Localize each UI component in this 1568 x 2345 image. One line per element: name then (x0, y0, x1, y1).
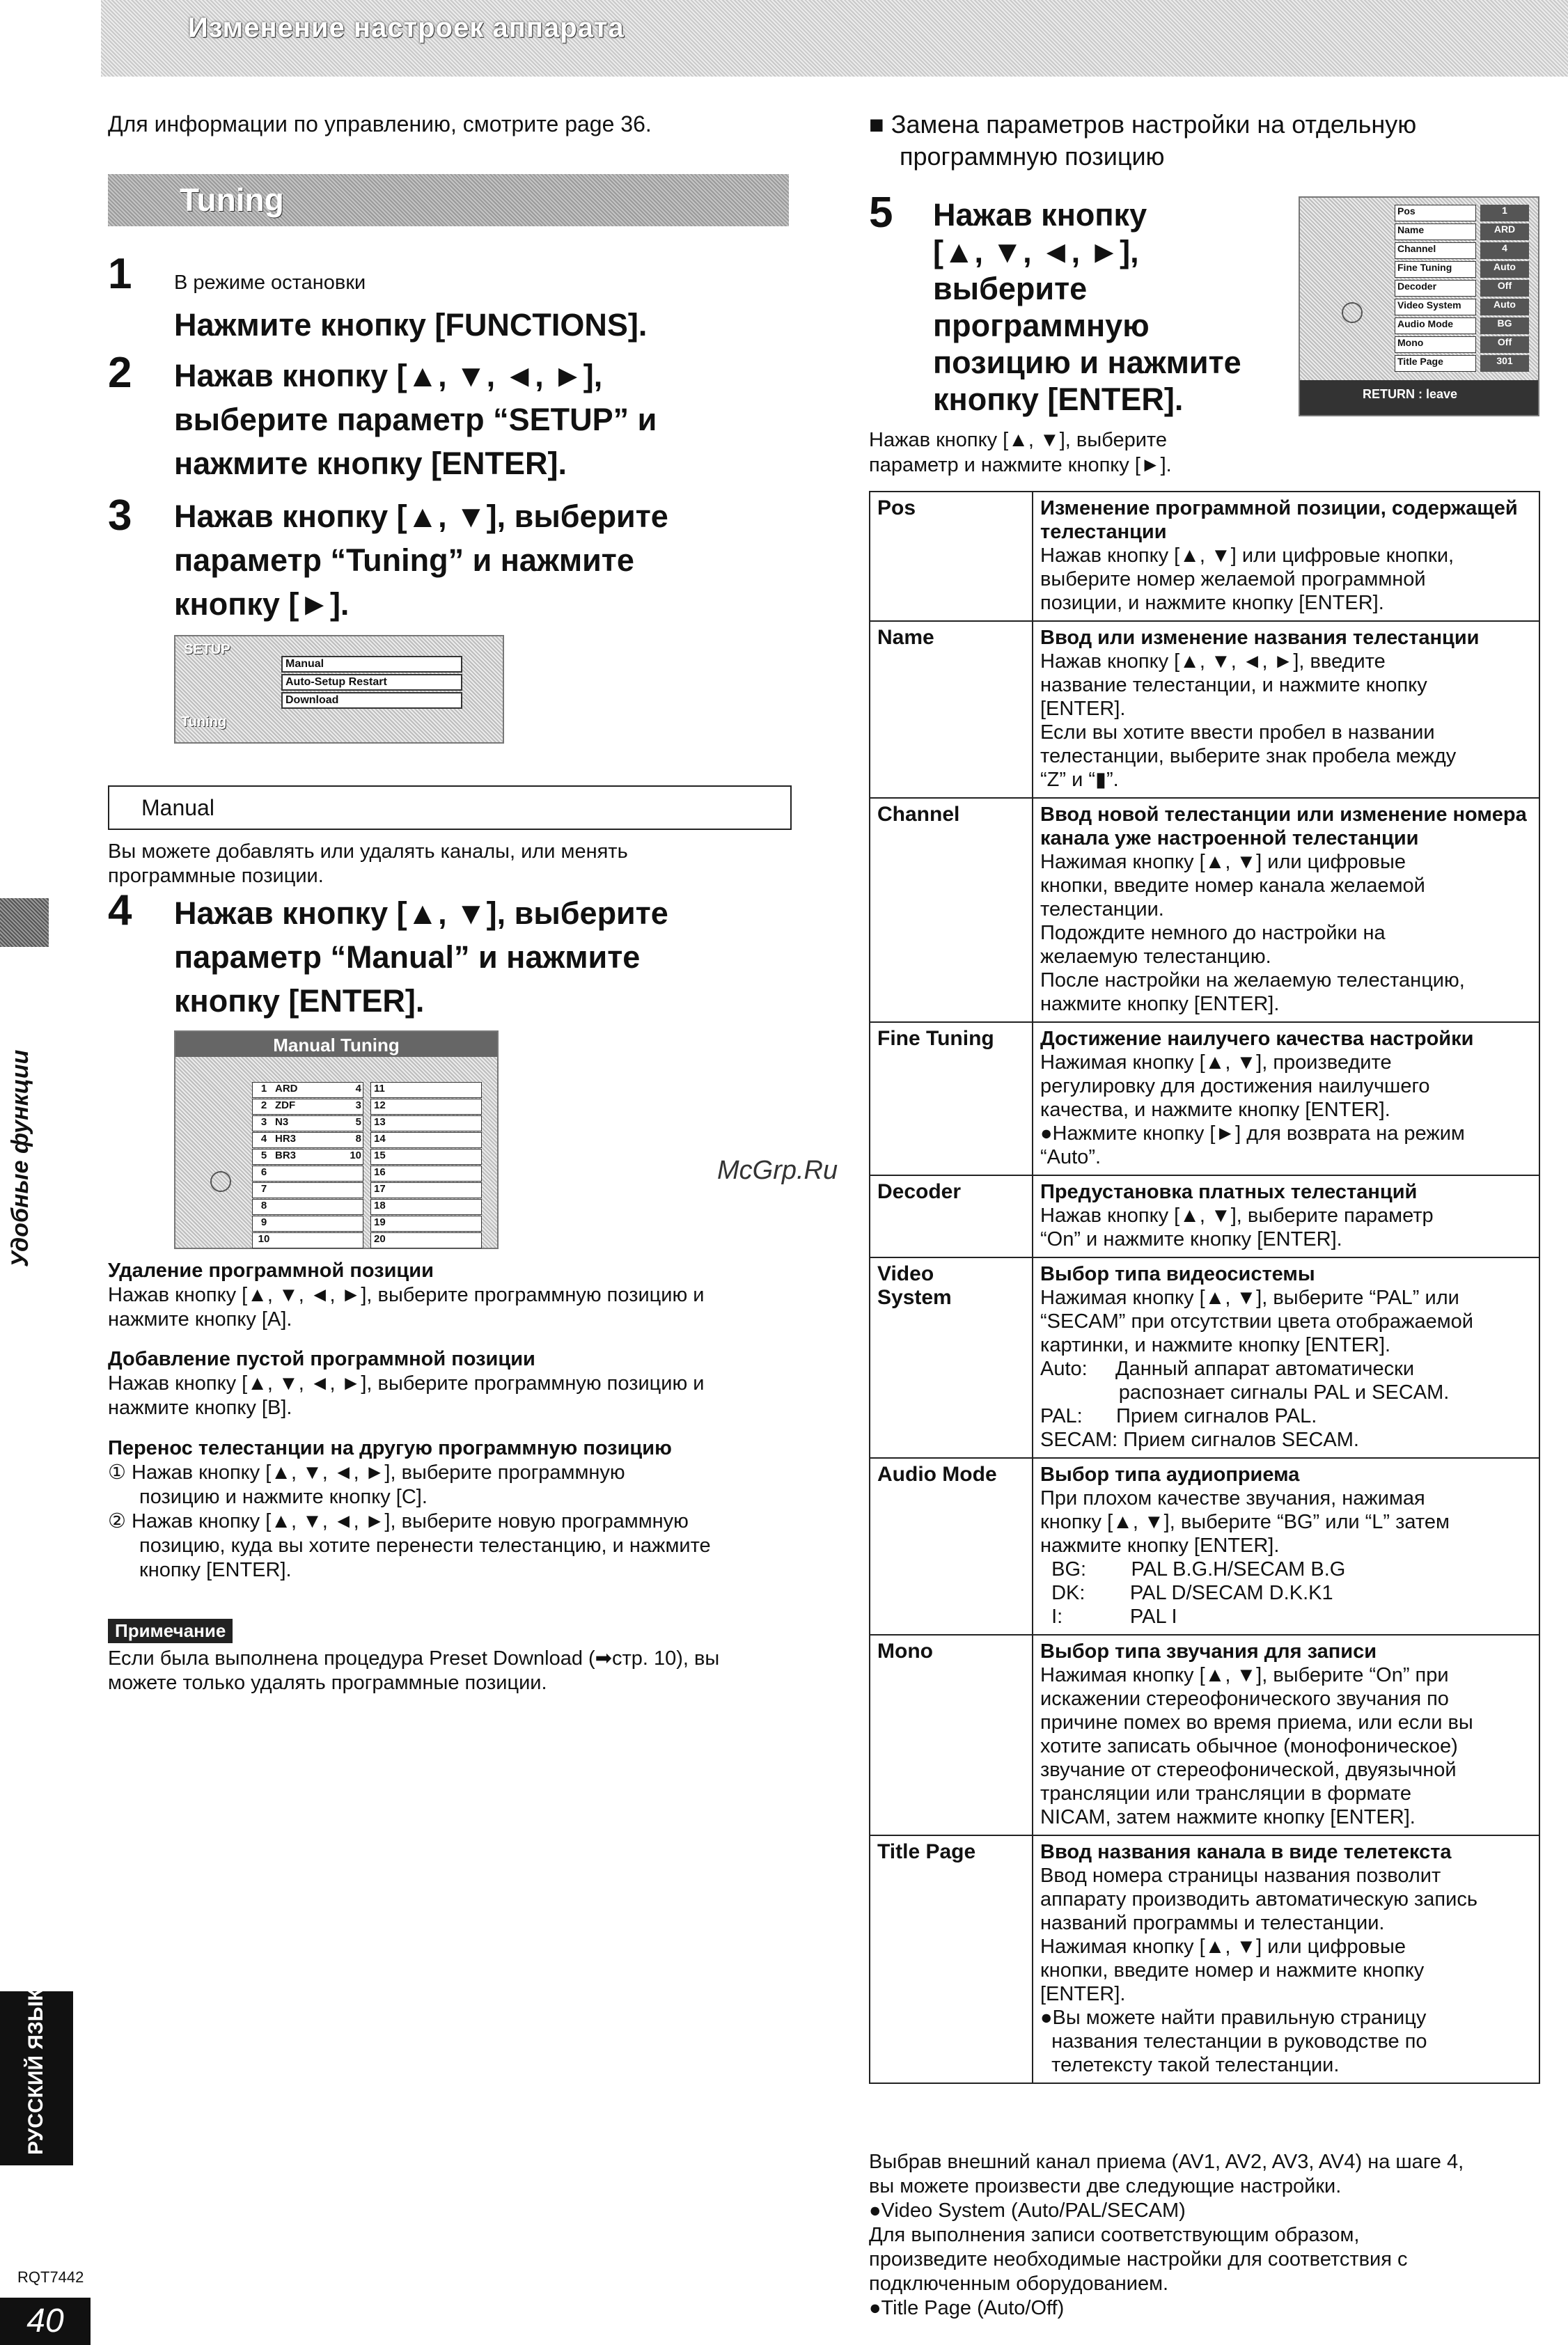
param-line: кнопки, введите номер и нажмите кнопку (1040, 1959, 1425, 1982)
param-line: Нажимая кнопку [▲, ▼] или цифровые (1040, 1936, 1406, 1958)
param-line: Ввод номера страницы названия позволит (1040, 1865, 1441, 1887)
manual-tuning-left-list (252, 1082, 363, 1249)
item-setup-row (1395, 299, 1531, 315)
param-name: Mono (870, 1635, 1033, 1835)
language-label: РУССКИЙ ЯЗЫК (24, 1988, 47, 2155)
row-number: 7 (260, 1183, 267, 1195)
param-line: Auto: Данный аппарат автоматически (1040, 1358, 1415, 1380)
param-line: названий программы и телестанции. (1040, 1912, 1385, 1934)
move-item-2: ② Нажав кнопку [▲, ▼, ◄, ►], выберите новую программную позицию, куда вы хотите перенести телестанцию, и нажмите кнопку [ENTER]. (108, 1510, 711, 1581)
param-line: PAL: Прием сигналов PAL. (1040, 1405, 1317, 1427)
row-number: 3 (260, 1116, 267, 1128)
setup-menu-manual: Manual (281, 656, 462, 673)
param-title: Предустановка платных телестанций (1040, 1181, 1418, 1203)
table-row (870, 1458, 1539, 1635)
param-line: звучание от стереофонической, двуязычной (1040, 1759, 1457, 1781)
manual-tuning-row: 16 (370, 1166, 482, 1182)
row-station: ARD (275, 1083, 298, 1095)
setup-menu-auto-setup: Auto-Setup Restart (281, 674, 462, 691)
step-2-number: 2 (108, 349, 132, 397)
table-row (870, 492, 1539, 621)
param-line: Нажимая кнопку [▲, ▼], выберите “PAL” или (1040, 1287, 1459, 1309)
manual-tuning-row: 13 (370, 1115, 482, 1131)
table-row (870, 1257, 1539, 1458)
item-value: 301 (1480, 355, 1529, 372)
sidebar-label: Удобные функции (7, 1049, 33, 1267)
row-channel: 4 (355, 1083, 361, 1095)
item-setup-row (1395, 317, 1531, 334)
add-title: Добавление пустой программной позиции (108, 1348, 535, 1370)
row-channel (342, 1183, 361, 1198)
step-5-text: Нажав кнопку [▲, ▼, ◄, ►], выберите программную позицию и нажмите кнопку [ENTER]. (933, 197, 1241, 417)
manual-tuning-row (252, 1199, 363, 1215)
tuning-section-title: Tuning (180, 182, 284, 218)
param-title: Выбор типа аудиоприема (1040, 1464, 1300, 1486)
item-setup-row (1395, 336, 1531, 353)
manual-description: Вы можете добавлять или удалять каналы, или менять программные позиции. (108, 840, 628, 887)
note-label: Примечание (108, 1619, 233, 1643)
param-name: Decoder (870, 1175, 1033, 1257)
step-3-number: 3 (108, 492, 132, 540)
param-description (1033, 1835, 1539, 2083)
item-setup-screen (1299, 196, 1539, 416)
manual-tuning-row (252, 1232, 363, 1248)
item-setup-row (1395, 261, 1531, 278)
param-line: “Auto”. (1040, 1146, 1101, 1168)
param-title: Выбор типа видеосистемы (1040, 1263, 1315, 1285)
item-value: 1 (1480, 205, 1529, 221)
manual-tuning-row: 12 (370, 1099, 482, 1115)
param-title: Ввод новой телестанции или изменение номера канала уже настроенной телестанции (1040, 803, 1527, 849)
table-row (870, 1635, 1539, 1835)
table-row (870, 621, 1539, 798)
param-name: Audio Mode (870, 1458, 1033, 1635)
param-line: позиции, и нажмите кнопку [ENTER]. (1040, 592, 1384, 614)
nav-ring-icon (210, 1171, 231, 1192)
param-name: Channel (870, 798, 1033, 1022)
param-line: качества, и нажмите кнопку [ENTER]. (1040, 1099, 1390, 1121)
table-row (870, 1175, 1539, 1257)
param-line: BG: PAL B.G.H/SECAM B.G (1040, 1558, 1346, 1581)
table-row (870, 1022, 1539, 1175)
param-name: Fine Tuning (870, 1022, 1033, 1175)
param-line: NICAM, затем нажмите кнопку [ENTER]. (1040, 1806, 1416, 1828)
param-line: картинки, и нажмите кнопку [ENTER]. (1040, 1334, 1391, 1356)
item-key: Name (1395, 223, 1476, 240)
item-setup-row (1395, 223, 1531, 240)
item-setup-row (1395, 280, 1531, 297)
param-line: Если вы хотите ввести пробел в названии (1040, 721, 1435, 744)
param-line: названия телестанции в руководстве по (1040, 2030, 1427, 2053)
param-line: название телестанции, и нажмите кнопку (1040, 674, 1427, 696)
param-line: кнопку [▲, ▼], выберите “BG” или “L” затем (1040, 1511, 1450, 1533)
item-value: Off (1480, 336, 1529, 353)
item-value: Off (1480, 280, 1529, 297)
param-line: Нажав кнопку [▲, ▼] или цифровые кнопки, (1040, 544, 1455, 567)
row-station: ZDF (275, 1099, 296, 1111)
setup-screen-footer: Tuning (181, 714, 227, 730)
row-station (275, 1200, 342, 1214)
param-name: Title Page (870, 1835, 1033, 2083)
row-channel: 8 (355, 1133, 361, 1145)
param-line: выберите номер желаемой программной (1040, 568, 1426, 590)
manual-tuning-row: 11 (370, 1082, 482, 1098)
setup-menu-download: Download (281, 692, 462, 709)
intro-text: Для информации по управлению, смотрите page 36. (108, 111, 652, 136)
row-station (275, 1233, 342, 1248)
row-number: 2 (260, 1099, 267, 1111)
manual-tuning-row: 20 (370, 1232, 482, 1248)
step-5-sub: Нажав кнопку [▲, ▼], выберите параметр и нажмите кнопку [►]. (869, 429, 1172, 476)
param-line: SECAM: Прием сигналов SECAM. (1040, 1429, 1359, 1451)
item-key: Audio Mode (1395, 317, 1476, 334)
param-line: I: PAL I (1040, 1606, 1177, 1628)
param-line: После настройки на желаемую телестанцию, (1040, 969, 1465, 991)
row-number: 5 (260, 1150, 267, 1161)
param-description (1033, 798, 1539, 1022)
delete-text: Нажав кнопку [▲, ▼, ◄, ►], выберите программную позицию и нажмите кнопку [A]. (108, 1284, 705, 1331)
param-description (1033, 621, 1539, 798)
manual-tuning-right-list (370, 1082, 482, 1249)
manual-tuning-row (252, 1149, 363, 1165)
manual-tuning-row (252, 1182, 363, 1198)
param-description (1033, 1175, 1539, 1257)
row-number: 1 (260, 1083, 267, 1095)
parameters-table (869, 491, 1540, 2084)
param-name: Video System (870, 1257, 1033, 1458)
manual-tuning-row: 14 (370, 1132, 482, 1148)
sidebar-tab (0, 898, 49, 947)
param-title: Ввод или изменение названия телестанции (1040, 627, 1480, 649)
param-line: телестанции, выберите знак пробела между (1040, 745, 1457, 767)
param-line: Нажав кнопку [▲, ▼, ◄, ►], введите (1040, 650, 1386, 673)
param-line: [ENTER]. (1040, 1983, 1126, 2005)
param-line: “SECAM” при отсутствии цвета отображаемой (1040, 1310, 1473, 1333)
item-key: Pos (1395, 205, 1476, 221)
row-channel (342, 1166, 361, 1181)
item-key: Mono (1395, 336, 1476, 353)
item-value: Auto (1480, 261, 1529, 278)
step-4-text: Нажав кнопку [▲, ▼], выберите параметр “Manual” и нажмите кнопку [ENTER]. (174, 895, 668, 1019)
param-line: ●Вы можете найти правильную страницу (1040, 2007, 1427, 2029)
step-1-text: Нажмите кнопку [FUNCTIONS]. (174, 307, 648, 343)
setup-screen-label: SETUP (184, 642, 230, 657)
row-station: HR3 (275, 1133, 297, 1145)
param-line: [ENTER]. (1040, 698, 1126, 720)
param-line: распознает сигналы PAL и SECAM. (1040, 1381, 1450, 1404)
item-value: ARD (1480, 223, 1529, 240)
param-line: Нажимая кнопку [▲, ▼], произведите (1040, 1051, 1392, 1074)
item-setup-row (1395, 205, 1531, 221)
watermark: McGrp.Ru (717, 1156, 838, 1185)
right-footer-text: Выбрав внешний канал приема (AV1, AV2, AV3, AV4) на шаге 4, вы можете произвести две следующие настройки. ●Video System (Auto/PAL/SECAM) Для выполнения записи соответствующим образом, произведите необходимые настройки для соответствия с подключенным оборудованием. ●Title Page (Auto/Off) (869, 2151, 1464, 2319)
param-description (1033, 1022, 1539, 1175)
add-text: Нажав кнопку [▲, ▼, ◄, ►], выберите программную позицию и нажмите кнопку [B]. (108, 1372, 705, 1419)
row-number: 4 (260, 1133, 267, 1145)
item-value: BG (1480, 317, 1529, 334)
note-text: Если была выполнена процедура Preset Download (➡стр. 10), вы можете только удалять программные позиции. (108, 1647, 720, 1694)
right-heading: ■ Замена параметров настройки на отдельную программную позицию (869, 110, 1417, 171)
row-station (275, 1166, 342, 1181)
manual-tuning-screen (174, 1030, 499, 1249)
param-description (1033, 1458, 1539, 1635)
param-line: При плохом качестве звучания, нажимая (1040, 1487, 1425, 1509)
param-name: Pos (870, 492, 1033, 621)
param-title: Достижение наилучего качества настройки (1040, 1028, 1474, 1050)
manual-tuning-row (252, 1216, 363, 1232)
table-row (870, 798, 1539, 1022)
param-description (1033, 1635, 1539, 1835)
item-key: Title Page (1395, 355, 1476, 372)
item-key: Decoder (1395, 280, 1476, 297)
row-channel (342, 1233, 361, 1248)
param-line: нажмите кнопку [ENTER]. (1040, 993, 1280, 1015)
item-setup-footer: RETURN : leave (1363, 387, 1458, 401)
row-station: N3 (275, 1116, 289, 1128)
param-line: регулировку для достижения наилучшего (1040, 1075, 1430, 1097)
param-line: причине помех во время приема, или если вы (1040, 1711, 1473, 1734)
manual-tuning-row: 15 (370, 1149, 482, 1165)
row-number: 9 (260, 1216, 267, 1228)
param-line: “Z” и “▮”. (1040, 769, 1119, 791)
row-number: 6 (260, 1166, 267, 1178)
move-title: Перенос телестанции на другую программную позицию (108, 1437, 672, 1459)
page-header-title: Изменение настроек аппарата (188, 13, 625, 43)
doc-code: RQT7442 (17, 2268, 84, 2286)
row-station: BR3 (275, 1150, 297, 1161)
param-line: телестанции. (1040, 898, 1164, 920)
param-title: Выбор типа звучания для записи (1040, 1640, 1377, 1663)
param-title: Изменение программной позиции, содержащей телестанции (1040, 497, 1518, 543)
item-setup-rows (1395, 205, 1531, 374)
page-number: 40 (0, 2298, 91, 2345)
manual-tuning-row (252, 1166, 363, 1182)
item-key: Channel (1395, 242, 1476, 259)
item-key: Fine Tuning (1395, 261, 1476, 278)
param-line: хотите записать обычное (монофоническое) (1040, 1735, 1458, 1757)
table-row (870, 1835, 1539, 2083)
param-line: аппарату производить автоматическую запись (1040, 1888, 1477, 1911)
row-channel: 10 (350, 1150, 361, 1161)
row-station (275, 1183, 342, 1198)
setup-screen (174, 635, 504, 744)
param-title: Ввод названия канала в виде телетекста (1040, 1841, 1452, 1863)
row-channel: 3 (355, 1099, 361, 1111)
step-1-sub: В режиме остановки (174, 272, 366, 294)
param-line: Подождите немного до настройки на (1040, 922, 1386, 944)
move-item-1: ① Нажав кнопку [▲, ▼, ◄, ►], выберите программную позицию и нажмите кнопку [C]. (108, 1461, 625, 1508)
manual-tuning-row: 18 (370, 1199, 482, 1215)
manual-tuning-row (252, 1132, 363, 1148)
row-channel: 5 (355, 1116, 361, 1128)
item-setup-row (1395, 242, 1531, 259)
delete-title: Удаление программной позиции (108, 1260, 434, 1282)
manual-tuning-row: 17 (370, 1182, 482, 1198)
manual-tuning-row (252, 1115, 363, 1131)
item-setup-row (1395, 355, 1531, 372)
manual-tuning-row (252, 1099, 363, 1115)
step-3-text: Нажав кнопку [▲, ▼], выберите параметр “Tuning” и нажмите кнопку [►]. (174, 499, 668, 622)
manual-section-title: Manual (141, 795, 214, 820)
step-5-number: 5 (869, 189, 893, 237)
param-line: нажмите кнопку [ENTER]. (1040, 1535, 1280, 1557)
row-channel (342, 1216, 361, 1231)
row-station (275, 1216, 342, 1231)
param-line: желаемую телестанцию. (1040, 946, 1271, 968)
param-line: “On” и нажмите кнопку [ENTER]. (1040, 1228, 1342, 1250)
param-line: телетексту такой телестанции. (1040, 2054, 1340, 2076)
item-value: 4 (1480, 242, 1529, 259)
row-number: 10 (258, 1233, 270, 1245)
param-name: Name (870, 621, 1033, 798)
param-line: ●Нажмите кнопку [►] для возврата на режим (1040, 1122, 1465, 1145)
param-line: кнопки, введите номер канала желаемой (1040, 875, 1425, 897)
param-description (1033, 1257, 1539, 1458)
param-description (1033, 492, 1539, 621)
manual-tuning-row (252, 1082, 363, 1098)
param-line: трансляции или трансляции в формате (1040, 1782, 1411, 1805)
step-1-number: 1 (108, 250, 132, 298)
item-value: Auto (1480, 299, 1529, 315)
row-number: 8 (260, 1200, 267, 1211)
param-line: Нажимая кнопку [▲, ▼] или цифровые (1040, 851, 1406, 873)
param-line: Нажав кнопку [▲, ▼], выберите параметр (1040, 1205, 1434, 1227)
param-line: искажении стереофонического звучания по (1040, 1688, 1449, 1710)
manual-tuning-title: Manual Tuning (273, 1035, 400, 1056)
nav-ring-icon (1342, 302, 1363, 323)
row-channel (342, 1200, 361, 1214)
step-2-text: Нажав кнопку [▲, ▼, ◄, ►], выберите параметр “SETUP” и нажмите кнопку [ENTER]. (174, 358, 657, 481)
manual-tuning-row: 19 (370, 1216, 482, 1232)
item-key: Video System (1395, 299, 1476, 315)
step-4-number: 4 (108, 886, 132, 934)
param-line: DK: PAL D/SECAM D.K.K1 (1040, 1582, 1333, 1604)
param-line: Нажимая кнопку [▲, ▼], выберите “On” при (1040, 1664, 1449, 1686)
